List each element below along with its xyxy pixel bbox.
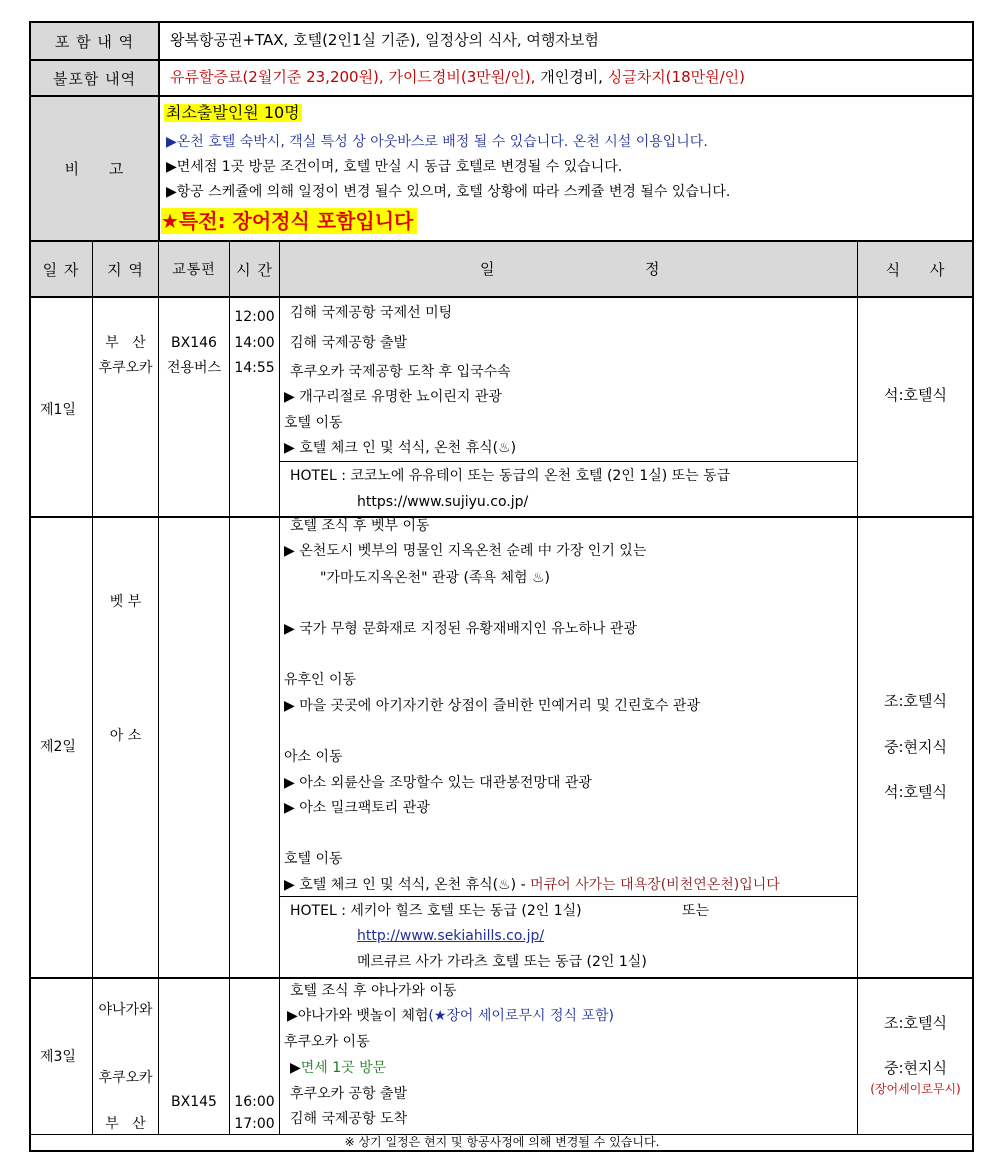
day2-hotel-url[interactable]: http://www.sekiahills.co.jp/: [357, 928, 545, 944]
excluded-part-2: 개인경비,: [535, 68, 608, 86]
day2-label: 제2일: [40, 739, 76, 755]
day3-item: 후쿠오카 공항 출발: [290, 1086, 408, 1102]
header-meal: 식 사: [885, 260, 946, 279]
remark-2: ▶면세점 1곳 방문 조건이며, 호텔 만실 시 동급 호텔로 변경될 수 있습니다.: [166, 159, 623, 175]
day3-region-2: 후쿠오카: [98, 1070, 153, 1086]
day1-item: 후쿠오카 국제공항 도착 후 입국수속: [290, 364, 511, 380]
divider: [30, 977, 974, 979]
day3-meal-breakfast: 조:호텔식: [883, 1014, 947, 1032]
day1-label: 제1일: [40, 402, 76, 418]
day2-item: ▶ 온천도시 벳부의 명물인 지옥온천 순례 中 가장 인기 있는: [284, 543, 647, 559]
day2-item: ▶ 아소 외륜산을 조망할수 있는 대관봉전망대 관광: [284, 775, 592, 791]
day3-item-line: [287, 1007, 614, 1025]
header-day: 일 자: [42, 260, 80, 279]
day3-item-line: [290, 1059, 386, 1077]
day2-item: 호텔 이동: [284, 851, 343, 867]
divider: [30, 516, 974, 518]
day2-item: ▶ 국가 무형 문화재로 지정된 유황재배지인 유노하나 관광: [284, 621, 637, 637]
day3-label: 제3일: [40, 1049, 76, 1065]
day3-region-3: 부 산: [105, 1116, 146, 1132]
header-region: 지 역: [107, 260, 144, 279]
day1-meal: 석:호텔식: [883, 386, 947, 404]
day2-hotel-2: 메르큐르 사가 가라츠 호텔 또는 동급 (2인 1실): [357, 954, 647, 970]
day1-hotel-url: https://www.sujiyu.co.jp/: [357, 494, 529, 510]
included-text: 왕복항공권+TAX, 호텔(2인1실 기준), 일정상의 식사, 여행자보험: [170, 31, 599, 49]
header-time: 시 간: [236, 260, 273, 279]
day1-region-1: 부 산: [105, 335, 146, 351]
day3-item-note: (★장어 세이로무시 정식 포함): [428, 1008, 614, 1024]
divider: [279, 241, 280, 1135]
day3-item: 후쿠오카 이동: [284, 1034, 370, 1050]
day1-item: 김해 국제공항 출발: [290, 335, 408, 351]
excluded-part-3: 싱글차지(18만원/인): [607, 68, 745, 86]
day2-item: ▶ 아소 밀크팩토리 관광: [284, 800, 430, 816]
day1-time-1: 12:00: [234, 309, 275, 325]
excluded-text: [170, 68, 745, 86]
special-benefit: ★특전: 장어정식 포함입니다: [161, 208, 417, 234]
day1-region-2: 후쿠오카: [98, 360, 153, 376]
day1-hotel: HOTEL : 코코노에 유유테이 또는 동급의 온천 호텔 (2인 1실) 또는 동급: [290, 468, 731, 484]
day2-item: 유후인 이동: [284, 672, 357, 688]
remark-3: ▶항공 스케쥴에 의해 일정이 변경 될수 있으며, 호텔 상황에 따라 스케쥴 변경 될수 있습니다.: [166, 184, 731, 200]
day1-item: 호텔 이동: [284, 415, 343, 431]
divider: [30, 95, 974, 97]
day2-item-note: 머큐어 사가는 대욕장(비천연온천)입니다: [530, 877, 780, 893]
day2-hotel-or: 또는: [682, 903, 710, 919]
included-label: 포 함 내 역: [54, 32, 135, 51]
day1-item: 김해 국제공항 국제선 미팅: [290, 305, 453, 321]
divider: [30, 59, 974, 61]
remarks-label: 비 고: [64, 160, 125, 178]
day1-flight: BX146: [171, 335, 217, 351]
divider: [280, 896, 858, 897]
table-border: [30, 21, 974, 23]
day3-meal-lunch: 중:현지식: [883, 1059, 947, 1077]
day2-region-1: 벳 부: [109, 594, 142, 610]
excluded-part-1: 유류할증료(2월기준 23,200원), 가이드경비(3만원/인),: [170, 68, 536, 86]
day2-item-line: [284, 876, 780, 894]
day2-meal-breakfast: 조:호텔식: [883, 692, 947, 710]
footer-note: ※ 상기 일정은 현지 및 항공사정에 의해 변경될 수 있습니다.: [344, 1135, 660, 1149]
header-transport: 교통편: [172, 262, 216, 278]
day3-time-2: 17:00: [234, 1116, 275, 1132]
day1-time-3: 14:55: [234, 360, 275, 376]
header-schedule-right: 정: [645, 260, 660, 278]
table-border: [30, 1150, 974, 1152]
day2-item: "가마도지옥온천" 관광 (족욕 체험 ♨): [320, 570, 550, 586]
day3-item-arrow: ▶: [290, 1060, 301, 1076]
divider: [857, 241, 858, 1135]
day3-item-duty-free: 면세 1곳 방문: [300, 1060, 387, 1076]
day1-item: ▶ 호텔 체크 인 및 석식, 온천 휴식(♨): [284, 440, 517, 456]
min-people: 최소출발인원 10명: [166, 103, 300, 122]
day3-region-1: 야나가와: [98, 1002, 153, 1018]
day2-hotel: HOTEL : 세키아 힐즈 호텔 또는 동급 (2인 1실): [290, 903, 582, 919]
day3-item: 김해 국제공항 도착: [290, 1111, 408, 1127]
day2-item: 호텔 조식 후 벳부 이동: [290, 518, 430, 534]
day2-meal-dinner: 석:호텔식: [883, 783, 947, 801]
day3-flight: BX145: [171, 1094, 217, 1110]
day3-time-1: 16:00: [234, 1094, 275, 1110]
excluded-label: 불포함 내역: [52, 69, 137, 88]
day1-time-2: 14:00: [234, 335, 275, 351]
day2-item: ▶ 호텔 체크 인 및 석식, 온천 휴식(♨) -: [284, 877, 531, 893]
day3-meal-note: (장어세이로무시): [870, 1082, 961, 1096]
day2-meal-lunch: 중:현지식: [883, 738, 947, 756]
day2-item: 아소 이동: [284, 749, 343, 765]
divider: [280, 461, 858, 462]
day2-region-2: 아 소: [109, 728, 142, 744]
day1-item: ▶ 개구리절로 유명한 뇨이린지 관광: [284, 389, 502, 405]
day1-bus: 전용버스: [166, 360, 222, 376]
day3-item: 호텔 조식 후 야나가와 이동: [290, 983, 457, 999]
header-schedule-left: 일: [480, 260, 495, 278]
remark-1: ▶온천 호텔 숙박시, 객실 특성 상 아웃바스로 배정 될 수 있습니다. 온천 시설 이용입니다.: [166, 134, 708, 150]
day3-item: ▶야나가와 뱃놀이 체험: [287, 1008, 429, 1024]
table-border: [972, 21, 974, 1152]
day2-item: ▶ 마을 곳곳에 아기자기한 상점이 즐비한 민예거리 및 긴린호수 관광: [284, 698, 700, 714]
